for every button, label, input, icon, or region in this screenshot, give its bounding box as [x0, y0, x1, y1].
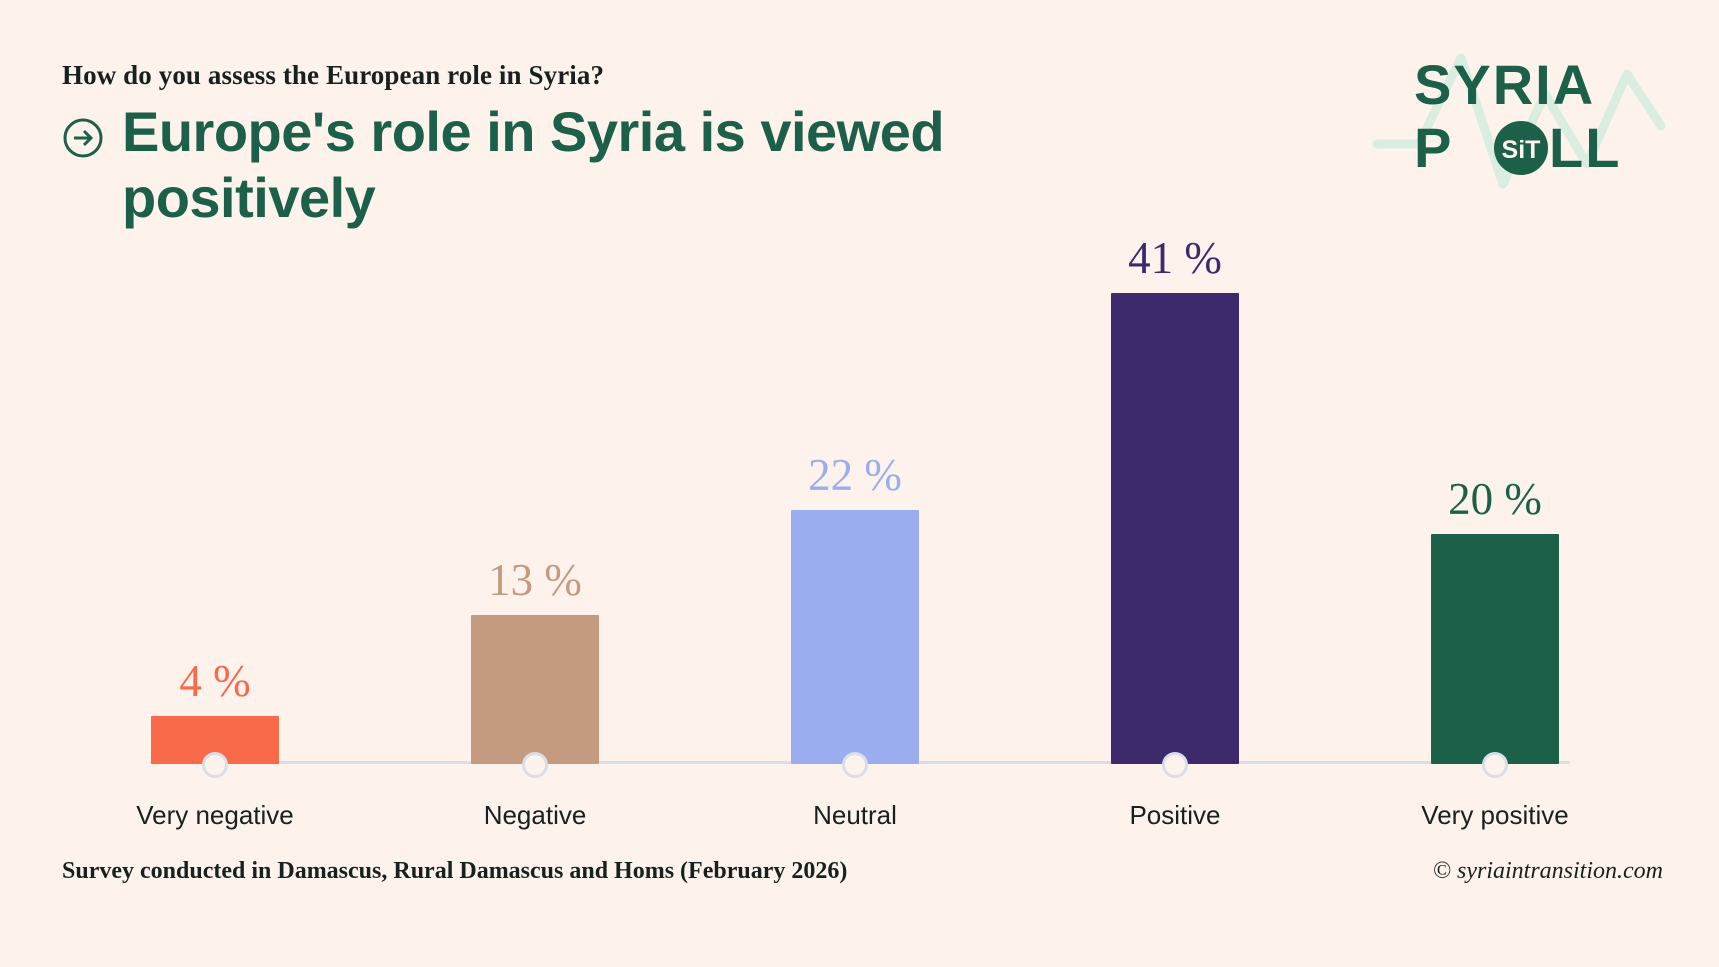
bar-negative[interactable]	[471, 615, 599, 764]
header	[62, 60, 1062, 231]
survey-note: Survey conducted in Damascus, Rural Damascus and Homs (February 2026)	[62, 858, 848, 884]
bar-value-positive: 41 %	[1128, 233, 1222, 283]
bar-label-positive: Positive	[1129, 800, 1221, 830]
page-kicker: How do you assess the European role in Syria?	[62, 60, 605, 90]
syria-poll-logo	[1369, 34, 1669, 194]
plot-area	[62, 210, 1658, 830]
bar-label-negative: Negative	[483, 800, 587, 830]
source-credit: © syriaintransition.com	[1432, 858, 1663, 884]
bar-value-neutral: 22 %	[808, 450, 902, 500]
logo-line-2-right: LL	[1549, 116, 1622, 179]
bar-group-very-negative[interactable]	[120, 656, 310, 764]
bar-neutral[interactable]	[791, 510, 919, 764]
bar-very-negative[interactable]	[151, 716, 279, 764]
bar-group-negative[interactable]	[440, 555, 630, 764]
bar-label-neutral: Neutral	[813, 800, 897, 830]
logo-badge-text: SiT	[1501, 136, 1541, 164]
arrow-circle-right-icon	[62, 117, 104, 164]
bar-group-very-positive[interactable]	[1400, 474, 1590, 764]
logo-line-1: SYRIA	[1414, 53, 1596, 116]
page-title: Europe's role in Syria is viewed positively	[122, 100, 945, 230]
bar-group-neutral[interactable]	[760, 450, 950, 764]
bar-positive[interactable]	[1111, 293, 1239, 764]
bar-group-positive[interactable]	[1080, 233, 1270, 764]
bar-value-negative: 13 %	[488, 555, 582, 605]
logo-line-2: P	[1414, 116, 1454, 179]
axis-node-negative	[522, 752, 548, 778]
axis-node-neutral	[842, 752, 868, 778]
bar-very-positive[interactable]	[1431, 534, 1559, 764]
axis-node-very-positive	[1482, 752, 1508, 778]
bar-value-very-positive: 20 %	[1448, 474, 1542, 524]
bar-chart	[62, 210, 1658, 830]
bar-label-very-positive: Very positive	[1421, 800, 1569, 830]
bar-value-very-negative: 4 %	[179, 656, 251, 706]
axis-node-very-negative	[202, 752, 228, 778]
axis-node-positive	[1162, 752, 1188, 778]
bar-label-very-negative: Very negative	[136, 800, 294, 830]
